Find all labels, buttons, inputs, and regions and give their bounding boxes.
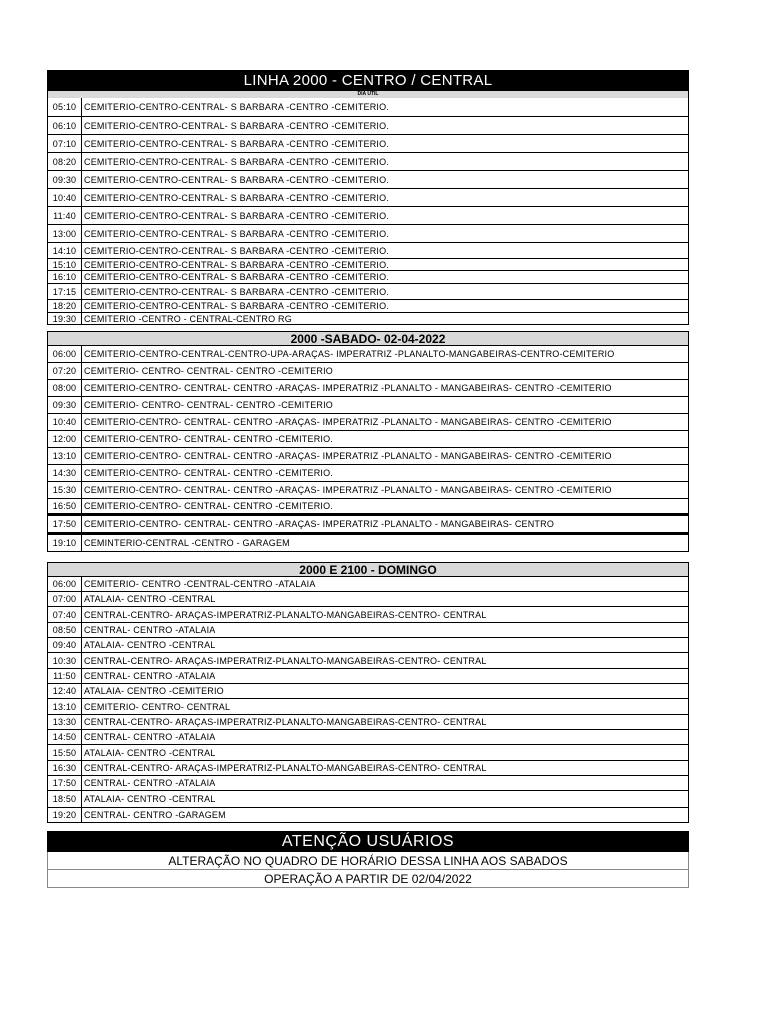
route-description: CEMITERIO-CENTRO-CENTRAL- S BARBARA -CENTRO -CEMITERIO.: [84, 301, 390, 311]
route-description: ATALAIA- CENTRO -CENTRAL: [84, 747, 216, 758]
departure-time: 08:00: [48, 380, 82, 396]
schedule-row: [48, 414, 688, 431]
route-description: CENTRAL-CENTRO- ARAÇAS-IMPERATRIZ-PLANALTO-MANGABEIRAS-CENTRO- CENTRAL: [84, 655, 487, 666]
departure-time: 10:40: [48, 189, 82, 206]
schedule-row: [48, 271, 688, 284]
departure-time: 14:30: [48, 465, 82, 481]
notice-line-1: ALTERAÇÃO NO QUADRO DE HORÁRIO DESSA LINHA AOS SABADOS: [47, 852, 689, 870]
route-description: CEMITERIO- CENTRO -CENTRAL-CENTRO -ATALAIA: [84, 579, 316, 589]
route-description: CEMITERIO- CENTRO- CENTRAL: [84, 701, 231, 712]
route-description: CEMITERIO-CENTRO-CENTRAL- S BARBARA -CENTRO -CEMITERIO.: [84, 272, 390, 282]
schedule-row: [48, 791, 688, 808]
departure-time: 14:50: [48, 730, 82, 744]
schedule-row: [48, 171, 688, 189]
departure-time: 07:20: [48, 363, 82, 379]
departure-time: 08:20: [48, 153, 82, 170]
route-description: CEMITERIO-CENTRO- CENTRAL- CENTRO -ARAÇAS- IMPERATRIZ -PLANALTO - MANGABEIRAS- CENTRO: [84, 519, 555, 529]
schedule-row: [48, 98, 688, 117]
schedule-row: [48, 499, 688, 516]
route-description: CENTRAL- CENTRO -ATALAIA: [84, 778, 216, 788]
route-description: CEMITERIO-CENTRO-CENTRAL- S BARBARA -CENTRO -CEMITERIO.: [84, 120, 390, 131]
sunday-header: 2000 E 2100 - DOMINGO: [47, 562, 689, 577]
departure-time: 09:30: [48, 397, 82, 413]
route-description: CEMINTERIO-CENTRAL -CENTRO - GARAGEM: [84, 538, 290, 548]
route-description: CEMITERIO-CENTRO-CENTRAL- S BARBARA -CENTRO -CEMITERIO.: [84, 210, 390, 221]
schedule-row: [48, 592, 688, 607]
schedule-row: [48, 669, 688, 684]
route-description: CENTRAL-CENTRO- ARAÇAS-IMPERATRIZ-PLANALTO-MANGABEIRAS-CENTRO- CENTRAL: [84, 609, 487, 620]
departure-time: 06:10: [48, 117, 82, 134]
departure-time: 06:00: [48, 577, 82, 591]
schedule-row: [48, 715, 688, 730]
saturday-header: 2000 -SABADO- 02-04-2022: [47, 331, 689, 346]
departure-time: 17:50: [48, 776, 82, 790]
schedule-row: [48, 225, 688, 243]
route-description: CEMITERIO-CENTRO- CENTRAL- CENTRO -ARAÇAS- IMPERATRIZ -PLANALTO - MANGABEIRAS- CENTRO -CEMITERIO: [84, 383, 612, 393]
schedule-row: [48, 243, 688, 259]
departure-time: 11:50: [48, 669, 82, 683]
schedule-row: [48, 535, 688, 552]
departure-time: 13:30: [48, 715, 82, 729]
schedule-row: [48, 300, 688, 313]
schedule-row: [48, 284, 688, 300]
sunday-schedule: [47, 577, 689, 823]
schedule-row: [48, 699, 688, 715]
departure-time: 08:50: [48, 623, 82, 637]
route-description: CEMITERIO-CENTRO-CENTRAL- S BARBARA -CENTRO -CEMITERIO.: [84, 228, 390, 239]
route-description: CEMITERIO-CENTRO- CENTRAL- CENTRO -CEMITERIO.: [84, 434, 333, 444]
route-description: CEMITERIO-CENTRO-CENTRAL- S BARBARA -CENTRO -CEMITERIO.: [84, 245, 390, 256]
route-description: ATALAIA- CENTRO -CENTRAL: [84, 594, 216, 604]
departure-time: 17:15: [48, 284, 82, 299]
route-description: CEMITERIO-CENTRO-CENTRAL- S BARBARA -CENTRO -CEMITERIO.: [84, 174, 390, 185]
route-description: CENTRAL-CENTRO- ARAÇAS-IMPERATRIZ-PLANALTO-MANGABEIRAS-CENTRO- CENTRAL: [84, 763, 487, 773]
departure-time: 07:40: [48, 607, 82, 622]
schedule-row: [48, 607, 688, 623]
schedule-row: [48, 189, 688, 207]
departure-time: 15:10: [48, 259, 82, 270]
departure-time: 13:10: [48, 448, 82, 464]
day-type-label: DIA UTIL: [47, 91, 689, 98]
departure-time: 12:00: [48, 431, 82, 447]
departure-time: 14:10: [48, 243, 82, 258]
schedule-row: [48, 684, 688, 699]
departure-time: 10:40: [48, 414, 82, 430]
route-description: CEMITERIO-CENTRO- CENTRAL- CENTRO -ARAÇAS- IMPERATRIZ -PLANALTO - MANGABEIRAS- CENTRO -CEMITERIO: [84, 451, 612, 461]
departure-time: 16:30: [48, 761, 82, 775]
schedule-row: [48, 730, 688, 745]
schedule-row: [48, 313, 688, 325]
route-description: ATALAIA- CENTRO -CENTRAL: [84, 640, 216, 650]
schedule-row: [48, 259, 688, 271]
schedule-row: [48, 465, 688, 482]
departure-time: 19:20: [48, 808, 82, 822]
route-description: CEMITERIO-CENTRO-CENTRAL-CENTRO-UPA-ARAÇAS- IMPERATRIZ -PLANALTO-MANGABEIRAS-CENTRO-CEMITERIO: [84, 349, 615, 359]
departure-time: 09:30: [48, 171, 82, 188]
departure-time: 16:10: [48, 271, 82, 283]
notice-title: ATENÇÃO USUÁRIOS: [47, 831, 689, 852]
departure-time: 19:30: [48, 313, 82, 324]
route-description: CEMITERIO-CENTRO-CENTRAL- S BARBARA -CENTRO -CEMITERIO.: [84, 286, 390, 297]
schedule-row: [48, 653, 688, 669]
schedule-row: [48, 346, 688, 363]
schedule-row: [48, 431, 688, 448]
departure-time: 09:40: [48, 638, 82, 652]
route-description: CENTRAL- CENTRO -GARAGEM: [84, 810, 226, 820]
route-description: CEMITERIO-CENTRO-CENTRAL- S BARBARA -CENTRO -CEMITERIO.: [84, 192, 390, 203]
schedule-row: [48, 448, 688, 465]
departure-time: 18:50: [48, 791, 82, 807]
route-description: CEMITERIO-CENTRO-CENTRAL- S BARBARA -CENTRO -CEMITERIO.: [84, 138, 390, 149]
route-description: CEMITERIO-CENTRO-CENTRAL- S BARBARA -CENTRO -CEMITERIO.: [84, 259, 390, 270]
departure-time: 16:50: [48, 499, 82, 513]
route-description: CEMITERIO-CENTRO- CENTRAL- CENTRO -ARAÇAS- IMPERATRIZ -PLANALTO - MANGABEIRAS- CENTRO -CEMITERIO: [84, 417, 612, 427]
departure-time: 10:30: [48, 653, 82, 668]
departure-time: 13:00: [48, 225, 82, 242]
schedule-row: [48, 135, 688, 153]
route-description: CEMITERIO -CENTRO - CENTRAL-CENTRO RG: [84, 313, 292, 324]
route-description: CEMITERIO- CENTRO- CENTRAL- CENTRO -CEMITERIO: [84, 366, 333, 376]
route-description: CEMITERIO-CENTRO- CENTRAL- CENTRO -ARAÇAS- IMPERATRIZ -PLANALTO - MANGABEIRAS- CENTRO -CEMITERIO: [84, 485, 612, 495]
schedule-row: [48, 808, 688, 823]
schedule-row: [48, 577, 688, 592]
schedule-row: [48, 482, 688, 499]
weekday-schedule: [47, 98, 689, 325]
schedule-row: [48, 153, 688, 171]
route-description: CEMITERIO-CENTRO- CENTRAL- CENTRO -CEMITERIO.: [84, 501, 333, 511]
timetable-sheet: [47, 70, 689, 888]
departure-time: 17:50: [48, 516, 82, 532]
notice-line-2: OPERAÇÃO A PARTIR DE 02/04/2022: [47, 870, 689, 888]
departure-time: 18:20: [48, 300, 82, 312]
schedule-row: [48, 638, 688, 653]
departure-time: 15:30: [48, 482, 82, 498]
route-description: CENTRAL- CENTRO -ATALAIA: [84, 625, 216, 635]
route-description: CENTRAL-CENTRO- ARAÇAS-IMPERATRIZ-PLANALTO-MANGABEIRAS-CENTRO- CENTRAL: [84, 717, 487, 727]
departure-time: 07:00: [48, 592, 82, 606]
route-description: CEMITERIO-CENTRO-CENTRAL- S BARBARA -CENTRO -CEMITERIO.: [84, 156, 390, 167]
route-description: CEMITERIO- CENTRO- CENTRAL- CENTRO -CEMITERIO: [84, 400, 333, 410]
schedule-row: [48, 380, 688, 397]
route-description: ATALAIA- CENTRO -CEMITERIO: [84, 686, 224, 696]
route-description: CENTRAL- CENTRO -ATALAIA: [84, 671, 216, 681]
schedule-row: [48, 776, 688, 791]
departure-time: 15:50: [48, 745, 82, 760]
route-description: CEMITERIO-CENTRO-CENTRAL- S BARBARA -CENTRO -CEMITERIO.: [84, 102, 390, 112]
line-title: LINHA 2000 - CENTRO / CENTRAL: [47, 70, 689, 91]
schedule-row: [48, 623, 688, 638]
route-description: CEMITERIO-CENTRO- CENTRAL- CENTRO -CEMITERIO.: [84, 468, 333, 478]
schedule-row: [48, 363, 688, 380]
schedule-row: [48, 516, 688, 535]
route-description: CENTRAL- CENTRO -ATALAIA: [84, 732, 216, 742]
schedule-row: [48, 117, 688, 135]
schedule-row: [48, 207, 688, 225]
departure-time: 07:10: [48, 135, 82, 152]
departure-time: 05:10: [48, 98, 82, 116]
departure-time: 13:10: [48, 699, 82, 714]
route-description: ATALAIA- CENTRO -CENTRAL: [84, 794, 216, 804]
schedule-row: [48, 745, 688, 761]
departure-time: 11:40: [48, 207, 82, 224]
departure-time: 19:10: [48, 535, 82, 551]
schedule-row: [48, 397, 688, 414]
departure-time: 06:00: [48, 346, 82, 362]
departure-time: 12:40: [48, 684, 82, 698]
saturday-schedule: [47, 346, 689, 552]
schedule-row: [48, 761, 688, 776]
